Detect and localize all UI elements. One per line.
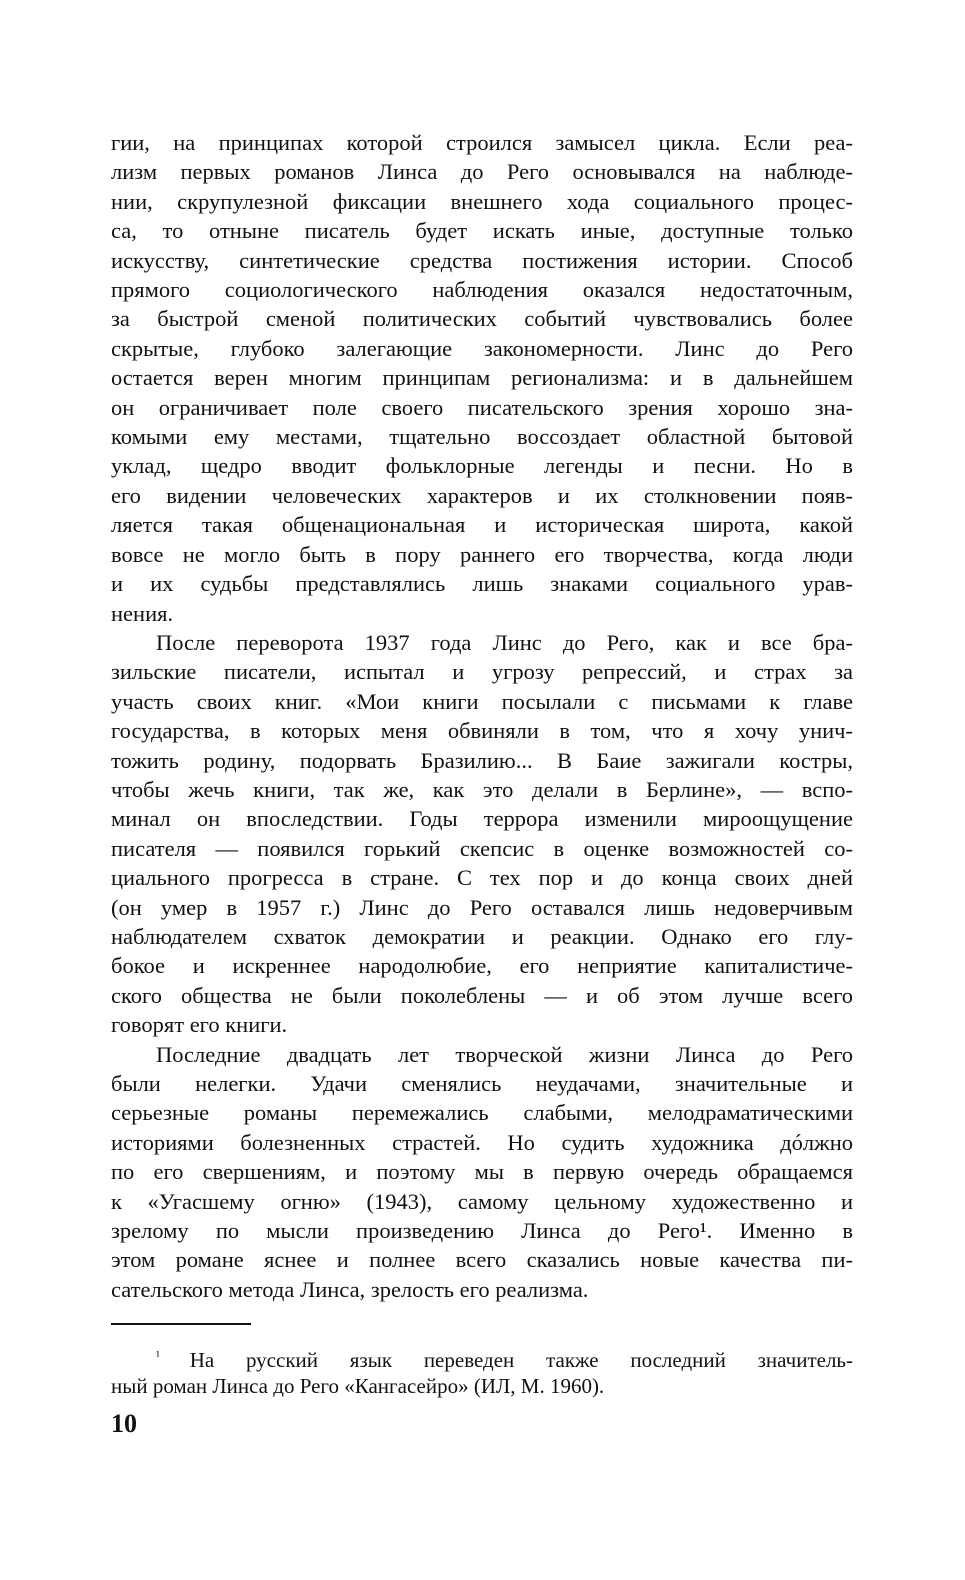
- text-line: вовсе не могло быть в пору раннего его творчества, когда люди: [111, 541, 853, 567]
- footnote-marker: ¹: [156, 1348, 190, 1363]
- text-line: и их судьбы представлялись лишь знаками социального урав-: [111, 571, 853, 597]
- text-line: государства, в которых меня обвиняли в том, что я хочу унич-: [111, 718, 853, 744]
- text-line: наблюдателем схваток демократии и реакции. Однако его глу-: [111, 923, 853, 949]
- text-line: его видении человеческих характеров и их столкновении появ-: [111, 482, 853, 508]
- text-line: тожить родину, подорвать Бразилию... В Баие зажигали костры,: [111, 747, 853, 773]
- text-line: минал он впоследствии. Годы террора изменили мироощущение: [111, 806, 853, 832]
- text-line: скрытые, глубоко залегающие закономерности. Линс до Рего: [111, 335, 853, 361]
- text-line: к «Угасшему огню» (1943), самому цельному художественно и: [111, 1188, 853, 1214]
- text-line: участь своих книг. «Мои книги посылали с письмами к главе: [111, 688, 853, 714]
- text-line: зрелому по мысли произведению Линса до Рего¹. Именно в: [111, 1218, 853, 1244]
- text-line: сательского метода Линса, зрелость его реализма.: [111, 1276, 589, 1302]
- text-line: он ограничивает поле своего писательского зрения хорошо зна-: [111, 394, 853, 420]
- text-line: остается верен многим принципам регионализма: и в дальнейшем: [111, 365, 853, 391]
- text-line: са, то отныне писатель будет искать иные, доступные только: [111, 218, 853, 244]
- paragraph: [111, 128, 853, 628]
- text-line: лизм первых романов Линса до Рего основывался на наблюде-: [111, 159, 853, 185]
- text-line: говорят его книги.: [111, 1012, 288, 1038]
- text-line: историями болезненных страстей. Но судить художника дóлжно: [111, 1129, 853, 1155]
- text-line: комыми ему местами, тщательно воссоздает областной бытовой: [111, 424, 853, 450]
- text-line: по его свершениям, и поэтому мы в первую очередь обращаемся: [111, 1159, 853, 1185]
- text-line: нии, скрупулезной фиксации внешнего хода социального процес-: [111, 188, 853, 214]
- text-line: этом романе яснее и полнее всего сказались новые качества пи-: [111, 1247, 853, 1273]
- footnote-divider: [111, 1323, 251, 1325]
- text-line: После переворота 1937 года Линс до Рего, как и все бра-: [156, 629, 853, 655]
- footnote-line: ный роман Линса до Рего «Кангасейро» (ИЛ, М. 1960).: [111, 1374, 605, 1398]
- text-line: за быстрой сменой политических событий чувствовались более: [111, 306, 853, 332]
- text-line: зильские писатели, испытал и угрозу репрессий, и страх за: [111, 659, 853, 685]
- page-number: 10: [111, 1409, 137, 1438]
- footnote-text: На русский язык переведен также последний значитель-: [189, 1348, 853, 1372]
- paragraph: [111, 1040, 853, 1305]
- text-line: гии, на принципах которой строился замысел цикла. Если реа-: [111, 130, 853, 155]
- text-line: были нелегки. Удачи сменялись неудачами, значительные и: [111, 1071, 853, 1096]
- text-line: Последние двадцать лет творческой жизни Линса до Рего: [156, 1041, 853, 1067]
- text-line: чтобы жечь книги, так же, как это делали в Берлине», — вспо-: [111, 776, 853, 802]
- text-line: ского общества не были поколеблены — и об этом лучше всего: [111, 982, 853, 1008]
- text-line: серьезные романы перемежались слабыми, мелодраматическими: [111, 1100, 853, 1126]
- footnote-line: [111, 1347, 853, 1373]
- text-line: нения.: [111, 600, 174, 626]
- text-line: прямого социологического наблюдения оказался недостаточным,: [111, 277, 853, 303]
- text-line: бокое и искреннее народолюбие, его неприятие капиталистиче-: [111, 953, 853, 979]
- text-line: (он умер в 1957 г.) Линс до Рего оставался лишь недоверчивым: [111, 894, 853, 920]
- text-line: искусству, синтетические средства постижения истории. Способ: [111, 247, 853, 273]
- text-line: ляется такая общенациональная и историческая широта, какой: [111, 512, 853, 538]
- body-text: [111, 128, 853, 1304]
- text-line: писателя — появился горький скепсис в оценке возможностей со-: [111, 835, 853, 861]
- footnote: [111, 1347, 853, 1399]
- paragraph: [111, 628, 853, 1040]
- text-line: циального прогресса в стране. С тех пор и до конца своих дней: [111, 865, 853, 891]
- text-line: уклад, щедро вводит фольклорные легенды и песни. Но в: [111, 453, 853, 479]
